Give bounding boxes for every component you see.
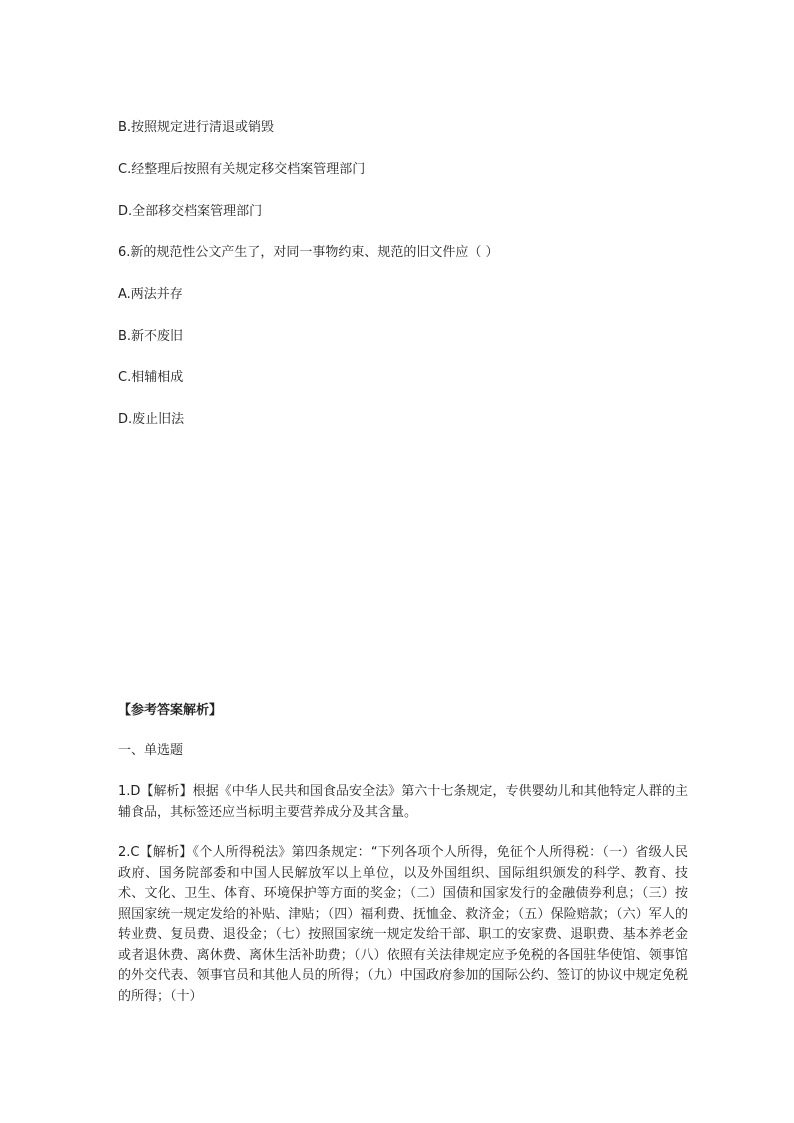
- answer-explanation-2: 2.C【解析】《个人所得税法》第四条规定：“下列各项个人所得，免征个人所得税：（一）省级人民政府、国务院部委和中国人民解放军以上单位，以及外国组织、国际组织颁发的科学、教育、技术、文化、卫生、体育、环境保护等方面的奖金；（二）国债和国家发行的金融债券利息；（三）按照国家统一规定发给的补贴、津贴；（四）福利费、抚恤金、救济金；（五）保险赔款；（六）军人的转业费、复员费、退役金；（七）按照国家统一规定发给干部、职工的安家费、退职费、基本养老金或者退休费、离休费、离休生活补助费；（八）依照有关法律规定应予免税的各国驻华使馆、领事馆的外交代表、领事官员和其他人员的所得；（九）中国政府参加的国际公约、签订的协议中规定免税的所得；（十）: [118, 845, 688, 1004]
- single-choice-heading: 一、单选题: [118, 743, 184, 758]
- question-6-stem: 6.新的规范性公文产生了，对同一事物约束、规范的旧文件应（ ）: [118, 245, 499, 260]
- question-6-option-b: B.新不废旧: [118, 329, 184, 344]
- question-6-option-c: C.相辅相成: [118, 370, 184, 385]
- answer-section: [118, 702, 688, 1027]
- question-5-option-d: D.全部移交档案管理部门: [118, 204, 263, 219]
- question-5-option-c: C.经整理后按照有关规定移交档案管理部门: [118, 162, 366, 177]
- answer-section-title: 【参考答案解析】: [118, 703, 223, 718]
- answer-explanation-1: 1.D【解析】根据《中华人民共和国食品安全法》第六十七条规定，专供婴幼儿和其他特定人群的主辅食品，其标签还应当标明主要营养成分及其含量。: [118, 784, 688, 820]
- question-6-option-d: D.废止旧法: [118, 412, 185, 427]
- question-5-option-b: B.按照规定进行清退或销毁: [118, 120, 275, 135]
- question-6-option-a: A.两法并存: [118, 287, 183, 302]
